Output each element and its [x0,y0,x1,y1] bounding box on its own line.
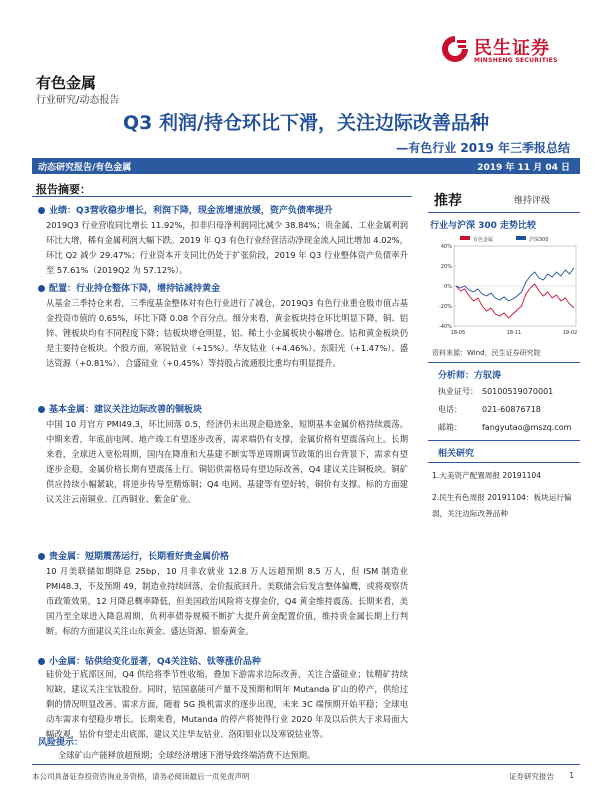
summary-heading: 报告摘要： [36,183,91,196]
x-tick-label: 18-05 [450,330,466,336]
related-heading: 相关研究 [438,449,475,459]
brand-name-en: MINSHENG SECURITIES [474,57,558,64]
bullet-icon [38,207,45,214]
section-body-precious-metals: 10 月美联储如期降息 25bp，10 月非农就业 12.8 万人远超预期 8.5 万人，但 ISM 制造业 PMI48.3，不及预期 49，制造业持续回落，金价报底回升。美联储会后发言整体偏鹰，或将观察货币政策效果，12 月降息概率降低，但美国政治风险将支撑金价，Q4 黄金维持震荡。长期来看，美国乃至全球进入降息周期，负利率债券规模不断扩大提升黄金配置价值，维持贵金属长期上行判断。标的方面建议关注山东黄金、盛达资源、银泰黄金。 [46,566,408,636]
section-body-minor-metals: 硅价处于底部区间，Q4 供给将季节性收缩，叠加下游需求边际改善，关注合盛硅业；钛精矿持续短缺，建议关注宝钛股份。同时，钴国嘉能可产量不及预期和明年 Mutanda 矿山的停产，供给过剩的情况明显改善。需求方面，随着 5G 换机需求的逐步出现，未来 3C 端预期开始平稳；全球电动车需求有望稳步增长。长期来看，Mutanda 的停产将使得行业 2020 年及以后供大于求局面大幅改观，钴价有望走出底部，建议关注华友钴业、洛阳钼业以及寒锐钴业等。 [46,669,408,739]
analyst-cert-row: 执业证号： S0100519070001 [438,387,554,396]
footer-label: 证券研究报告 [509,772,554,781]
performance-line-chart [430,232,580,342]
legend-swatch [516,236,526,240]
x-tick-label: 19-02 [562,330,578,336]
related-divider [428,440,580,441]
section-title-precious-metals: 贵金属：短期震荡运行，长期看好贵金属价格 [38,549,229,562]
analyst-phone-row: 电话： 021-60876718 [438,405,541,414]
footer-disclaimer: 本公司具备证券投资咨询业务资格，请务必阅读最后一页免责声明 [32,772,250,781]
y-tick-label: -20% [439,304,452,310]
report-subtitle: —有色行业 2019 年三季报总结 [396,141,570,155]
analyst-heading: 分析师：方驭涛 [438,371,502,381]
summary-divider [32,196,412,197]
section-body-performance: 2019Q3 行业营收同比增长 11.92%，扣非归母净利润同比减少 38.84%；贵金属、工业金属利润环比大增，稀有金属利润大幅下跌。2019 年 Q3 有色行业经营活动净现金流入同比增加 4.02%，环比 Q2 减少 29.47%；行业资本开支同比仍处于扩张阶段，2019 年 Q3 行业整体资产负债率升至 57.61%（2019Q2 为 57.12%）。 [46,220,408,275]
report-category: 动态研究报告/有色金属 [38,163,132,173]
section-body-base-metals: 中国 10 月官方 PMI49.3，环比回落 0.5，经济仍未出现企稳迹象，短期基本金属价格持续震荡。中期来看，年底前电网、地产竣工有望逐步改善，需求端仍有支撑，金属价格有望震荡向上。长期来看，全球进入宽松周期，国内在降准和大基建不断实等逆周期调节政策的出台背景下，需求有望逐步企稳，金属价格长期有望震荡上行。铜铝供需格局有望边际改善，Q4 建议关注铜板块。铜矿供应持续小幅紧缺，将逆步传导至精炼铜；Q4 电网、基建等有望好转，铜价有支撑。标的方面建议关注云南铜业、江西铜业、紫金矿业。 [46,419,408,504]
rating-value: 维持评级 [514,196,551,206]
series-line-1 [456,268,574,301]
y-tick-label: 0% [444,284,452,290]
bullet-icon [38,658,45,665]
section-body-allocation: 从基金三季持仓来看，三季度基金整体对有色行业进行了减仓，2019Q3 有色行业重仓股市值占基金投资市值的 0.65%，环比下降 0.08 个百分点。细分来看，黄金板块持仓环比明显下降，铜、铝锌、锂板块均有不同程度下降；钴板块增仓明显，铝、稀土小金属板块小幅增仓。钴和黄金板块仍是主要持仓板块。个股方面，寒锐钴业（+15%）、华友钴业（+4.46%）、东阳光（+1.47%）、盛达资源（+0.81%）、合盛硅业（+0.45%）等持股占流通股比重均有明显提升。 [46,298,408,368]
section-title-performance: 业绩：Q3营收稳步增长，利润下降，现金流增速放缓，资产负债率提升 [38,203,333,216]
bullet-icon [38,553,45,560]
rating-divider [428,212,580,213]
brand-logo [440,34,580,70]
legend-label: 有色金属 [473,237,494,243]
legend-label: 沪深300 [529,237,549,243]
y-tick-label: 20% [440,264,452,270]
page-number: 1 [569,771,574,780]
brand-name-cn: 民生证券 [474,38,550,59]
bullet-icon [38,285,45,292]
related-item[interactable]: 1.大美资产配置周报 20191104 [432,471,542,480]
bullet-icon [38,406,45,413]
source-divider [428,362,580,363]
page-footer [32,764,580,781]
rating-row [428,190,580,208]
report-type: 行业研究/动态报告 [36,95,120,106]
legend-swatch [460,236,470,240]
analyst-email-row: 邮箱： fangyutao@mszq.com [438,423,572,432]
chart-source: 资料来源：Wind，民生证券研究院 [432,349,541,357]
report-date: 2019 年 11 月 04 日 [477,163,570,173]
analyst-email-link[interactable]: fangyutao@mszq.com [482,423,572,432]
section-title-allocation: 配置：行业持仓整体下降，增持钴减持黄金 [38,281,220,294]
section-title-minor-metals: 小金属：钴供给变化显著，Q4关注钴、钛等涨价品种 [38,654,261,667]
chart-title: 行业与沪深 300 走势比较 [430,221,537,231]
related-item[interactable]: 2.民生有色周报 20191104：板块运行偏弱，关注边际改善品种 [432,493,572,518]
sector-label: 有色金属 [36,74,97,92]
brand-mark-icon [440,34,470,64]
x-tick-label: 18-11 [506,330,522,336]
y-tick-label: 40% [440,244,452,250]
section-title-base-metals: 基本金属：建议关注边际改善的铜板块 [38,402,202,415]
report-title: Q3 利润/持仓环比下滑，关注边际改善品种 [123,112,489,134]
report-info-bar [32,158,580,174]
section-body-risk: 全球矿山产能释放超预期；全球经济增速下滑导致终端消费不达预期。 [58,750,316,760]
rating-label: 推荐 [434,193,462,209]
series-line-0 [456,284,574,318]
section-title-risk: 风险提示： [38,738,84,748]
y-tick-label: -40% [439,324,452,330]
related-divider-2 [428,462,580,463]
